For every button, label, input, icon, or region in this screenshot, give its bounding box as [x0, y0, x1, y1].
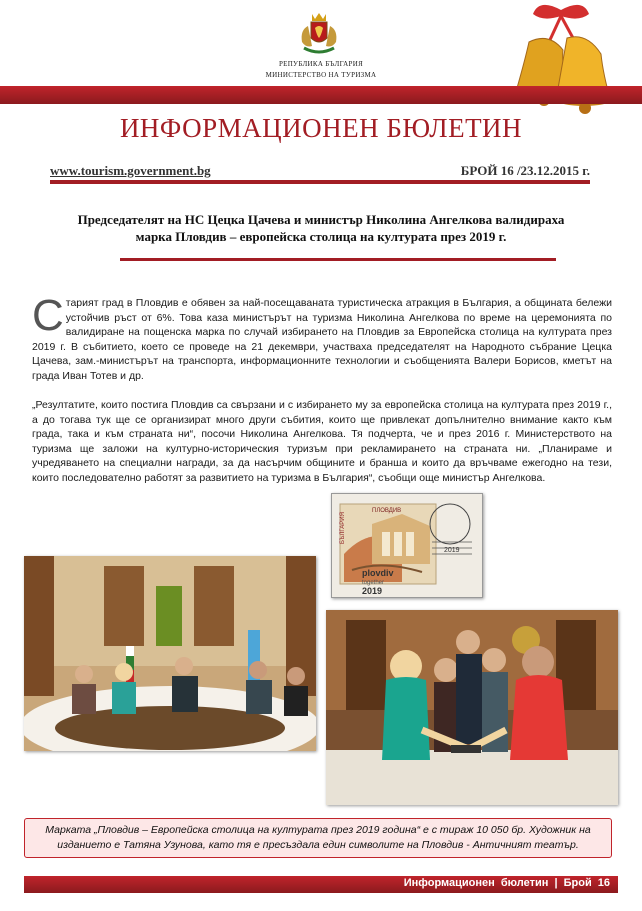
header-divider [50, 180, 590, 184]
ministry-country-label: РЕПУБЛИКА БЪЛГАРИЯ [278, 60, 364, 68]
footer-separator: | [554, 877, 558, 889]
footer-label: Информационен бюлетин [403, 877, 549, 889]
article-headline: Председателят на НС Цецка Цачева и министър Николина Ангелкова валидираха марка Пловдив – европейска столица на културата през 2019 г. [77, 212, 565, 244]
headline-divider [120, 258, 556, 261]
meeting-photo [24, 556, 316, 751]
stamp-brand-text: plovdiv [362, 568, 394, 578]
photo-caption: Марката „Пловдив – Европейска столица на културата през 2019 година“ е с тираж 10 050 бр. Художник на изданието е Татяна Узунова, като тя е пресъздала един символите на Пловдив - Античният театър. [24, 818, 612, 858]
article-paragraph-2: „Резултатите, които постига Пловдив са свързани и с избирането му за европейска столица на културата през 2019 г., а до тогава тук ще се организират много други събития, които ще привлекат допълнително внимание както към града, така и към страната ни“, посочи Николина Ангелкова. Тя подчерта, че и през 2016 г. Министерството на туризма ще заложи на културно-историческия туризъм при рекламирането на страната ни. „Планираме и учредяването на специални награди, за да насърчим общините и бранша и които да връчваме ежегодно на тези, които последователно работят за развитието на туризма в България“, съобщи още министър Ангелкова. [32, 399, 612, 484]
footer-issue: Брой 16 [563, 877, 610, 889]
stamp-country: БЪЛГАРИЯ [340, 512, 346, 544]
coat-of-arms-icon [294, 8, 344, 58]
stamp-year-small: 2019 [444, 547, 460, 554]
header-band [0, 86, 642, 104]
website-link[interactable]: www.tourism.government.bg [50, 163, 211, 178]
ministry-name-label: МИНИСТЕРСТВО НА ТУРИЗМА [265, 71, 377, 79]
newsletter-title: ИНФОРМАЦИОНЕН БЮЛЕТИН [119, 113, 523, 143]
article-paragraph-1 [32, 291, 612, 384]
issue-number: БРОЙ 16 /23.12.2015 г. [460, 163, 590, 178]
postage-stamp-image [331, 493, 483, 598]
stamp-validation-photo [326, 610, 618, 805]
footer-bar [24, 876, 618, 893]
paragraph-1-text: тарият град в Пловдив е обявен за най-посещаваната туристическа атракция в България, а общината бележи устойчив ръст от 6%. Това каза министърът на туризма Николина Ангелкова по време на церемонията по валидиране на пощенска марка по случай избирането на Пловдив за Европейска столица на културата през 2019 г. В събитието, което се проведе на 21 декември, участваха председателят на Народното събрание Цецка Цачева, зам.-министърът на транспорта, информационните технологии и съобщенията Валери Борисов, кметът на града Иван Тотев и др. [32, 297, 612, 382]
stamp-year: 2019 [362, 586, 383, 596]
stamp-brand-sub: together [362, 580, 385, 586]
drop-cap: С [32, 291, 64, 340]
stamp-small-text: ПЛОВДИВ [372, 508, 402, 514]
